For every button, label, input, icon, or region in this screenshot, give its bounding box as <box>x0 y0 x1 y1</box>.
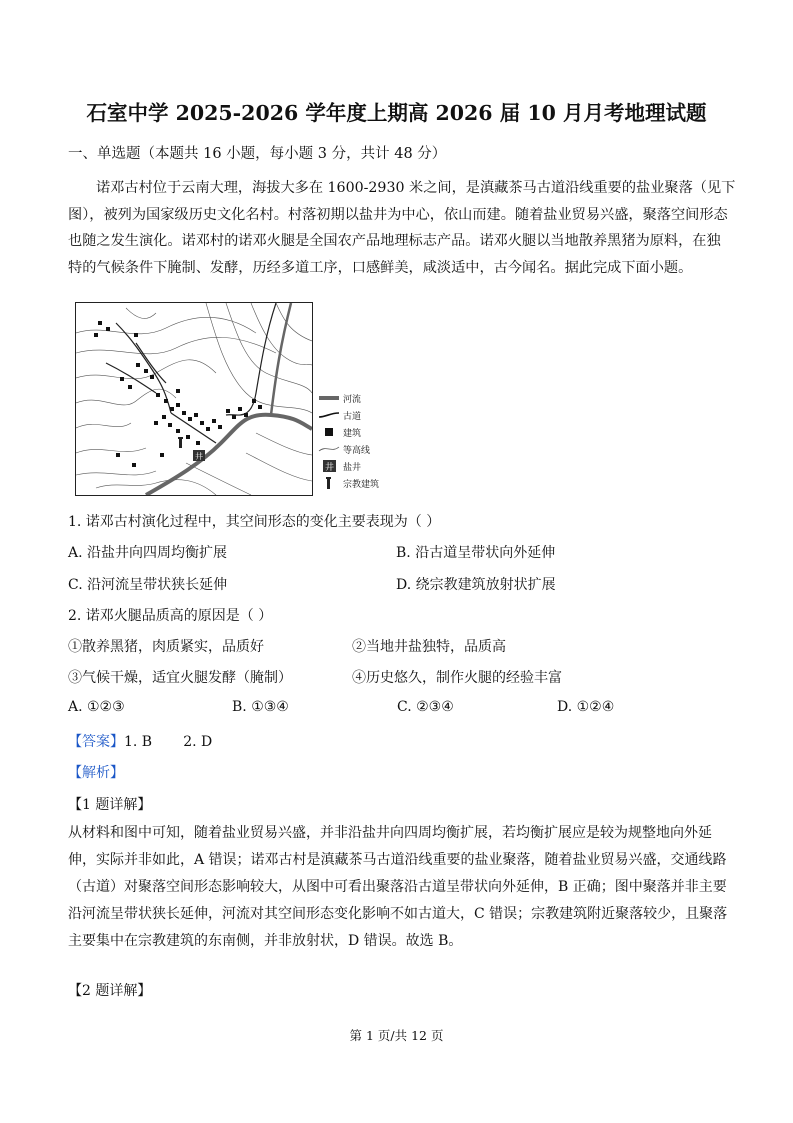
village-map <box>75 302 313 496</box>
legend-item-river <box>318 390 361 406</box>
q2-option-a: A. ①②③ <box>68 699 125 715</box>
legend-label: 宗教建筑 <box>343 479 380 490</box>
page-title: 石室中学 2025-2026 学年度上期高 2026 届 10 月月考地理试题 <box>86 101 707 125</box>
detail1-line: 伸，实际并非如此，A 错误；诺邓古村是滇藏茶马古道沿线重要的盐业聚落，随着盐业贸易兴盛，交通线路 <box>68 852 727 868</box>
analysis-tag: 【解析】 <box>68 765 124 781</box>
legend-label: 河流 <box>343 394 362 405</box>
salt-well-label: 井 <box>195 452 203 461</box>
q2-statement-3: ③气候干燥，适宜火腿发酵（腌制） <box>68 670 292 686</box>
legend-item-road <box>318 407 361 423</box>
legend-label: 建筑 <box>343 428 362 439</box>
q1-option-b: B. 沿古道呈带状向外延伸 <box>396 545 556 561</box>
answer-tag: 【答案】 <box>68 734 124 750</box>
river-icon <box>318 392 340 404</box>
salt-well-icon <box>318 460 340 472</box>
q1-stem: 1. 诺邓古村演化过程中，其空间形态的变化主要表现为（ ） <box>68 514 441 530</box>
q2-option-b: B. ①③④ <box>232 699 289 715</box>
passage-line: 诺邓古村位于云南大理，海拔大多在 1600-2930 米之间，是滇藏茶马古道沿线重要的盐业聚落（见下 <box>96 180 736 196</box>
passage-line: 图），被列为国家级历史文化名村。村落初期以盐井为中心，依山而建。随着盐业贸易兴盛，聚落空间形态 <box>68 206 728 223</box>
religious-building-icon <box>318 477 340 489</box>
q2-statement-2: ②当地井盐独特，品质高 <box>352 639 506 655</box>
q1-option-a: A. 沿盐井向四周均衡扩展 <box>68 545 228 561</box>
map-drawing <box>76 303 312 495</box>
legend-label: 盐井 <box>343 462 362 473</box>
q1-option-d: D. 绕宗教建筑放射状扩展 <box>396 577 556 593</box>
buildings <box>94 321 262 467</box>
contour-icon <box>318 443 340 455</box>
legend-item-building <box>318 424 361 440</box>
building-icon <box>318 426 340 438</box>
q2-statement-4: ④历史悠久，制作火腿的经验丰富 <box>352 670 562 686</box>
detail1-body <box>68 820 732 955</box>
answer-line <box>68 731 212 751</box>
detail2-tag: 【2 题详解】 <box>68 983 152 999</box>
q2-statement-1: ①散养黑猪，肉质紧实，品质好 <box>68 639 264 655</box>
page-footer: 第 1 页/共 12 页 <box>349 1028 444 1043</box>
q1-option-c: C. 沿河流呈带状狭长延伸 <box>68 577 228 593</box>
legend-item-religious <box>318 475 379 491</box>
map-legend <box>318 390 398 494</box>
ancient-road-icon <box>318 409 340 421</box>
detail1-tag: 【1 题详解】 <box>68 797 152 813</box>
answer-text: 1. B 2. D <box>124 734 213 750</box>
legend-label: 古道 <box>343 411 362 422</box>
detail1-line: （古道）对聚落空间形态影响较大，从图中可看出聚落沿古道呈带状向外延伸，B 正确；图中聚落并非主要 <box>68 879 727 895</box>
passage-line: 特的气候条件下腌制、发酵，历经多道工序，口感鲜美，咸淡适中，古今闻名。据此完成下面小题。 <box>68 259 693 276</box>
q2-option-c: C. ②③④ <box>397 699 454 715</box>
detail1-line: 沿河流呈带状狭长延伸，河流对其空间形态变化影响不如古道大，C 错误；宗教建筑附近聚落较少，且聚落 <box>68 906 728 922</box>
svg-text:井: 井 <box>324 463 335 472</box>
detail1-line: 主要集中在宗教建筑的东南侧，并非放射状，D 错误。故选 B。 <box>68 933 463 949</box>
legend-item-salt-well <box>318 458 361 474</box>
passage <box>68 175 736 281</box>
section-heading: 一、单选题（本题共 16 小题，每小题 3 分，共计 48 分） <box>68 146 447 162</box>
q2-option-d: D. ①②④ <box>557 699 615 715</box>
q2-stem: 2. 诺邓火腿品质高的原因是（ ） <box>68 608 273 624</box>
detail1-line: 从材料和图中可知，随着盐业贸易兴盛，并非沿盐井向四周均衡扩展，若均衡扩展应是较为规整地向外延 <box>68 825 712 841</box>
legend-item-contour <box>318 441 370 457</box>
ancient-roads <box>106 303 276 443</box>
legend-label: 等高线 <box>343 445 371 456</box>
religious-building-marker <box>178 437 183 448</box>
passage-line: 也随之发生演化。诺邓村的诺邓火腿是全国农产品地理标志产品。诺邓火腿以当地散养黑猪为原料，在独 <box>68 233 721 249</box>
